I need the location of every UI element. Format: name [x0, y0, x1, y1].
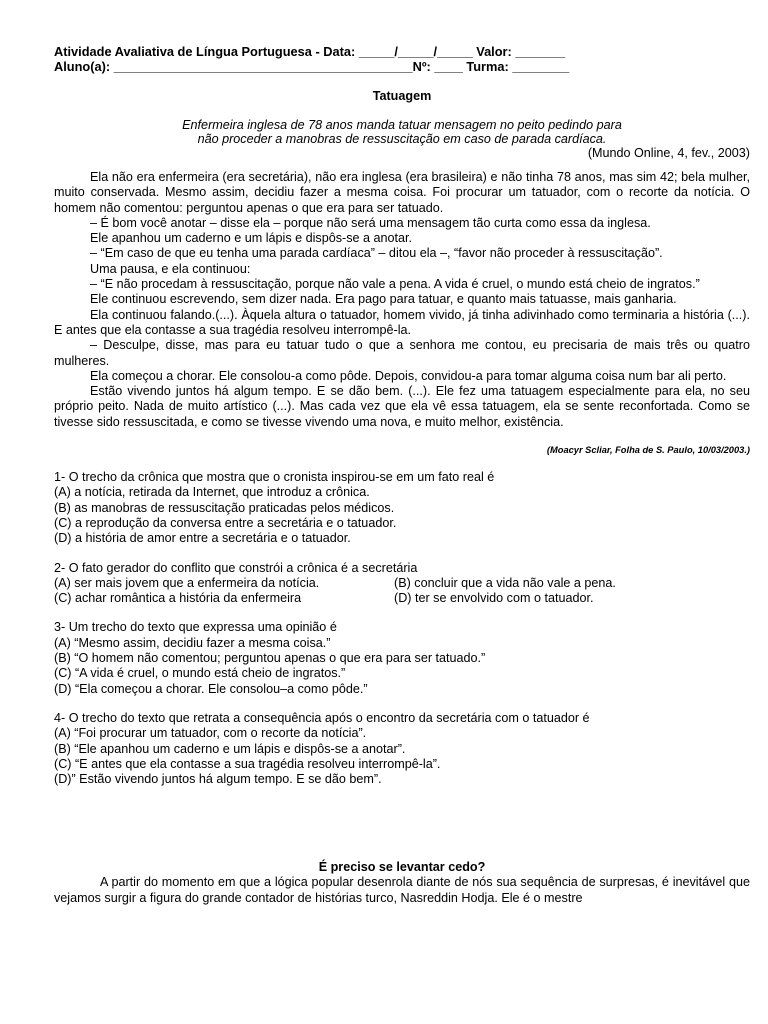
text1-paragraph: Estão vivendo juntos há algum tempo. E se dão bem. (...). Ele fez uma tatuagem especialmente para ela, no seu próprio peito. Nada de muito artístico (...). Mas cada vez que ela vê essa tatuagem, ela se sente reconfortada. Como se tivesse sido ressuscitada, e como se tivesse vivendo uma nova, e muito melhor, existência.	[54, 384, 750, 429]
question-option: (D) a história de amor entre a secretária e o tatuador.	[54, 531, 351, 546]
text1-body	[54, 170, 750, 430]
text1-paragraph: – É bom você anotar – disse ela – porque não será uma mensagem tão curta como essa da inglesa.	[90, 215, 651, 230]
question-stem: 1- O trecho da crônica que mostra que o cronista inspirou-se em um fato real é	[54, 470, 495, 485]
question-option: (D) ter se envolvido com o tatuador.	[394, 591, 594, 606]
text1-paragraph: Uma pausa, e ela continuou:	[90, 261, 251, 276]
text1-title: Tatuagem	[372, 89, 432, 103]
question-option: (A) a notícia, retirada da Internet, que introduz a crônica.	[54, 485, 370, 500]
text1-paragraph: Ela começou a chorar. Ele consolou-a como pôde. Depois, convidou-a para tomar alguma coisa num bar ali perto.	[90, 368, 727, 383]
question-option: (A) “Mesmo assim, decidiu fazer a mesma coisa.”	[54, 635, 331, 650]
text1-paragraph: – “Em caso de que eu tenha uma parada cardíaca” – ditou ela –, “favor não proceder à ressuscitação”.	[90, 246, 663, 261]
text1-lead-line-1: Enfermeira inglesa de 78 anos manda tatuar mensagem no peito pedindo para	[182, 118, 622, 132]
header-line-date-value: Atividade Avaliativa de Língua Portuguesa - Data: _____/_____/_____ Valor: _______	[54, 44, 566, 59]
question-option: (D)” Estão vivendo juntos há algum tempo. E se dão bem”.	[54, 772, 382, 787]
question-options-row	[54, 576, 750, 591]
text1-paragraph: – Desculpe, disse, mas para eu tatuar tudo o que a senhora me contou, eu precisaria de mais três ou quatro mulheres.	[54, 338, 750, 368]
text1-source: (Mundo Online, 4, fev., 2003)	[587, 146, 750, 160]
question-stem: 2- O fato gerador do conflito que constrói a crônica é a secretária	[54, 560, 418, 575]
text1-paragraph: – “E não procedam à ressuscitação, porque não vale a pena. A vida é cruel, o mundo está cheio de ingratos.”	[90, 277, 700, 292]
text1-paragraph: Ela não era enfermeira (era secretária), não era inglesa (era brasileira) e não tinha 78 anos, mas sim 42; bela mulher, muito conservada. Mesmo assim, decidiu fazer a mesma coisa. Foi procurar um tatuador, com o recorte da notícia. O homem não comentou: perguntou apenas o que era para ser tatuado.	[54, 170, 750, 215]
text1-paragraph: Ele apanhou um caderno e um lápis e dispôs-se a anotar.	[90, 231, 413, 246]
question-option: (C) a reprodução da conversa entre a secretária e o tatuador.	[54, 515, 397, 530]
question-stem: 4- O trecho do texto que retrata a consequência após o encontro da secretária com o tatuador é	[54, 710, 590, 725]
question-options-row	[54, 591, 750, 606]
question-option: (A) “Foi procurar um tatuador, com o recorte da notícia”.	[54, 726, 367, 741]
question-option: (A) ser mais jovem que a enfermeira da notícia.	[54, 575, 320, 590]
text1-lead-line-2: não proceder a manobras de ressuscitação em caso de parada cardíaca.	[197, 132, 607, 146]
question-option: (C) achar romântica a história da enfermeira	[54, 591, 302, 606]
text2-title: É preciso se levantar cedo?	[318, 860, 486, 875]
question-option: (C) “E antes que ela contasse a sua tragédia resolveu interrompê-la”.	[54, 756, 441, 771]
header-line-student: Aluno(a): __________________________________________Nº: ____ Turma: ________	[54, 59, 570, 74]
text1-credit: (Moacyr Scliar, Folha de S. Paulo, 10/03/2003.)	[546, 445, 750, 456]
question-2	[54, 561, 750, 607]
text1-paragraph: Ela continuou falando.(...). Àquela altura o tatuador, homem vivido, já tinha adivinhado como terminaria a história (...). E antes que ela contasse a sua tragédia resolveu interrompê-la.	[54, 307, 750, 337]
text1-paragraph: Ele continuou escrevendo, sem dizer nada. Era pago para tatuar, e quanto mais tatuasse, mais ganharia.	[90, 292, 677, 307]
text2-paragraph: A partir do momento em que a lógica popular desenrola diante de nós sua sequência de surpresas, é inevitável que vejamos surgir a figura do grande contador de histórias turco, Nasreddin Hodja. Ele é o mestre	[54, 875, 750, 905]
question-option: (B) as manobras de ressuscitação praticadas pelos médicos.	[54, 500, 395, 515]
question-option: (B) “Ele apanhou um caderno e um lápis e dispôs-se a anotar”.	[54, 741, 406, 756]
question-option: (C) “A vida é cruel, o mundo está cheio de ingratos.”	[54, 666, 346, 681]
questions	[54, 470, 750, 787]
question-1	[54, 470, 750, 546]
question-3	[54, 620, 750, 696]
question-option: (D) “Ela começou a chorar. Ele consolou–a como pôde.”	[54, 681, 368, 696]
question-4	[54, 711, 750, 787]
worksheet-page	[54, 44, 750, 906]
question-stem: 3- Um trecho do texto que expressa uma opinião é	[54, 620, 337, 635]
text1-lead	[54, 118, 750, 146]
question-option: (B) concluir que a vida não vale a pena.	[394, 575, 616, 590]
question-option: (B) “O homem não comentou; perguntou apenas o que era para ser tatuado.”	[54, 651, 486, 666]
